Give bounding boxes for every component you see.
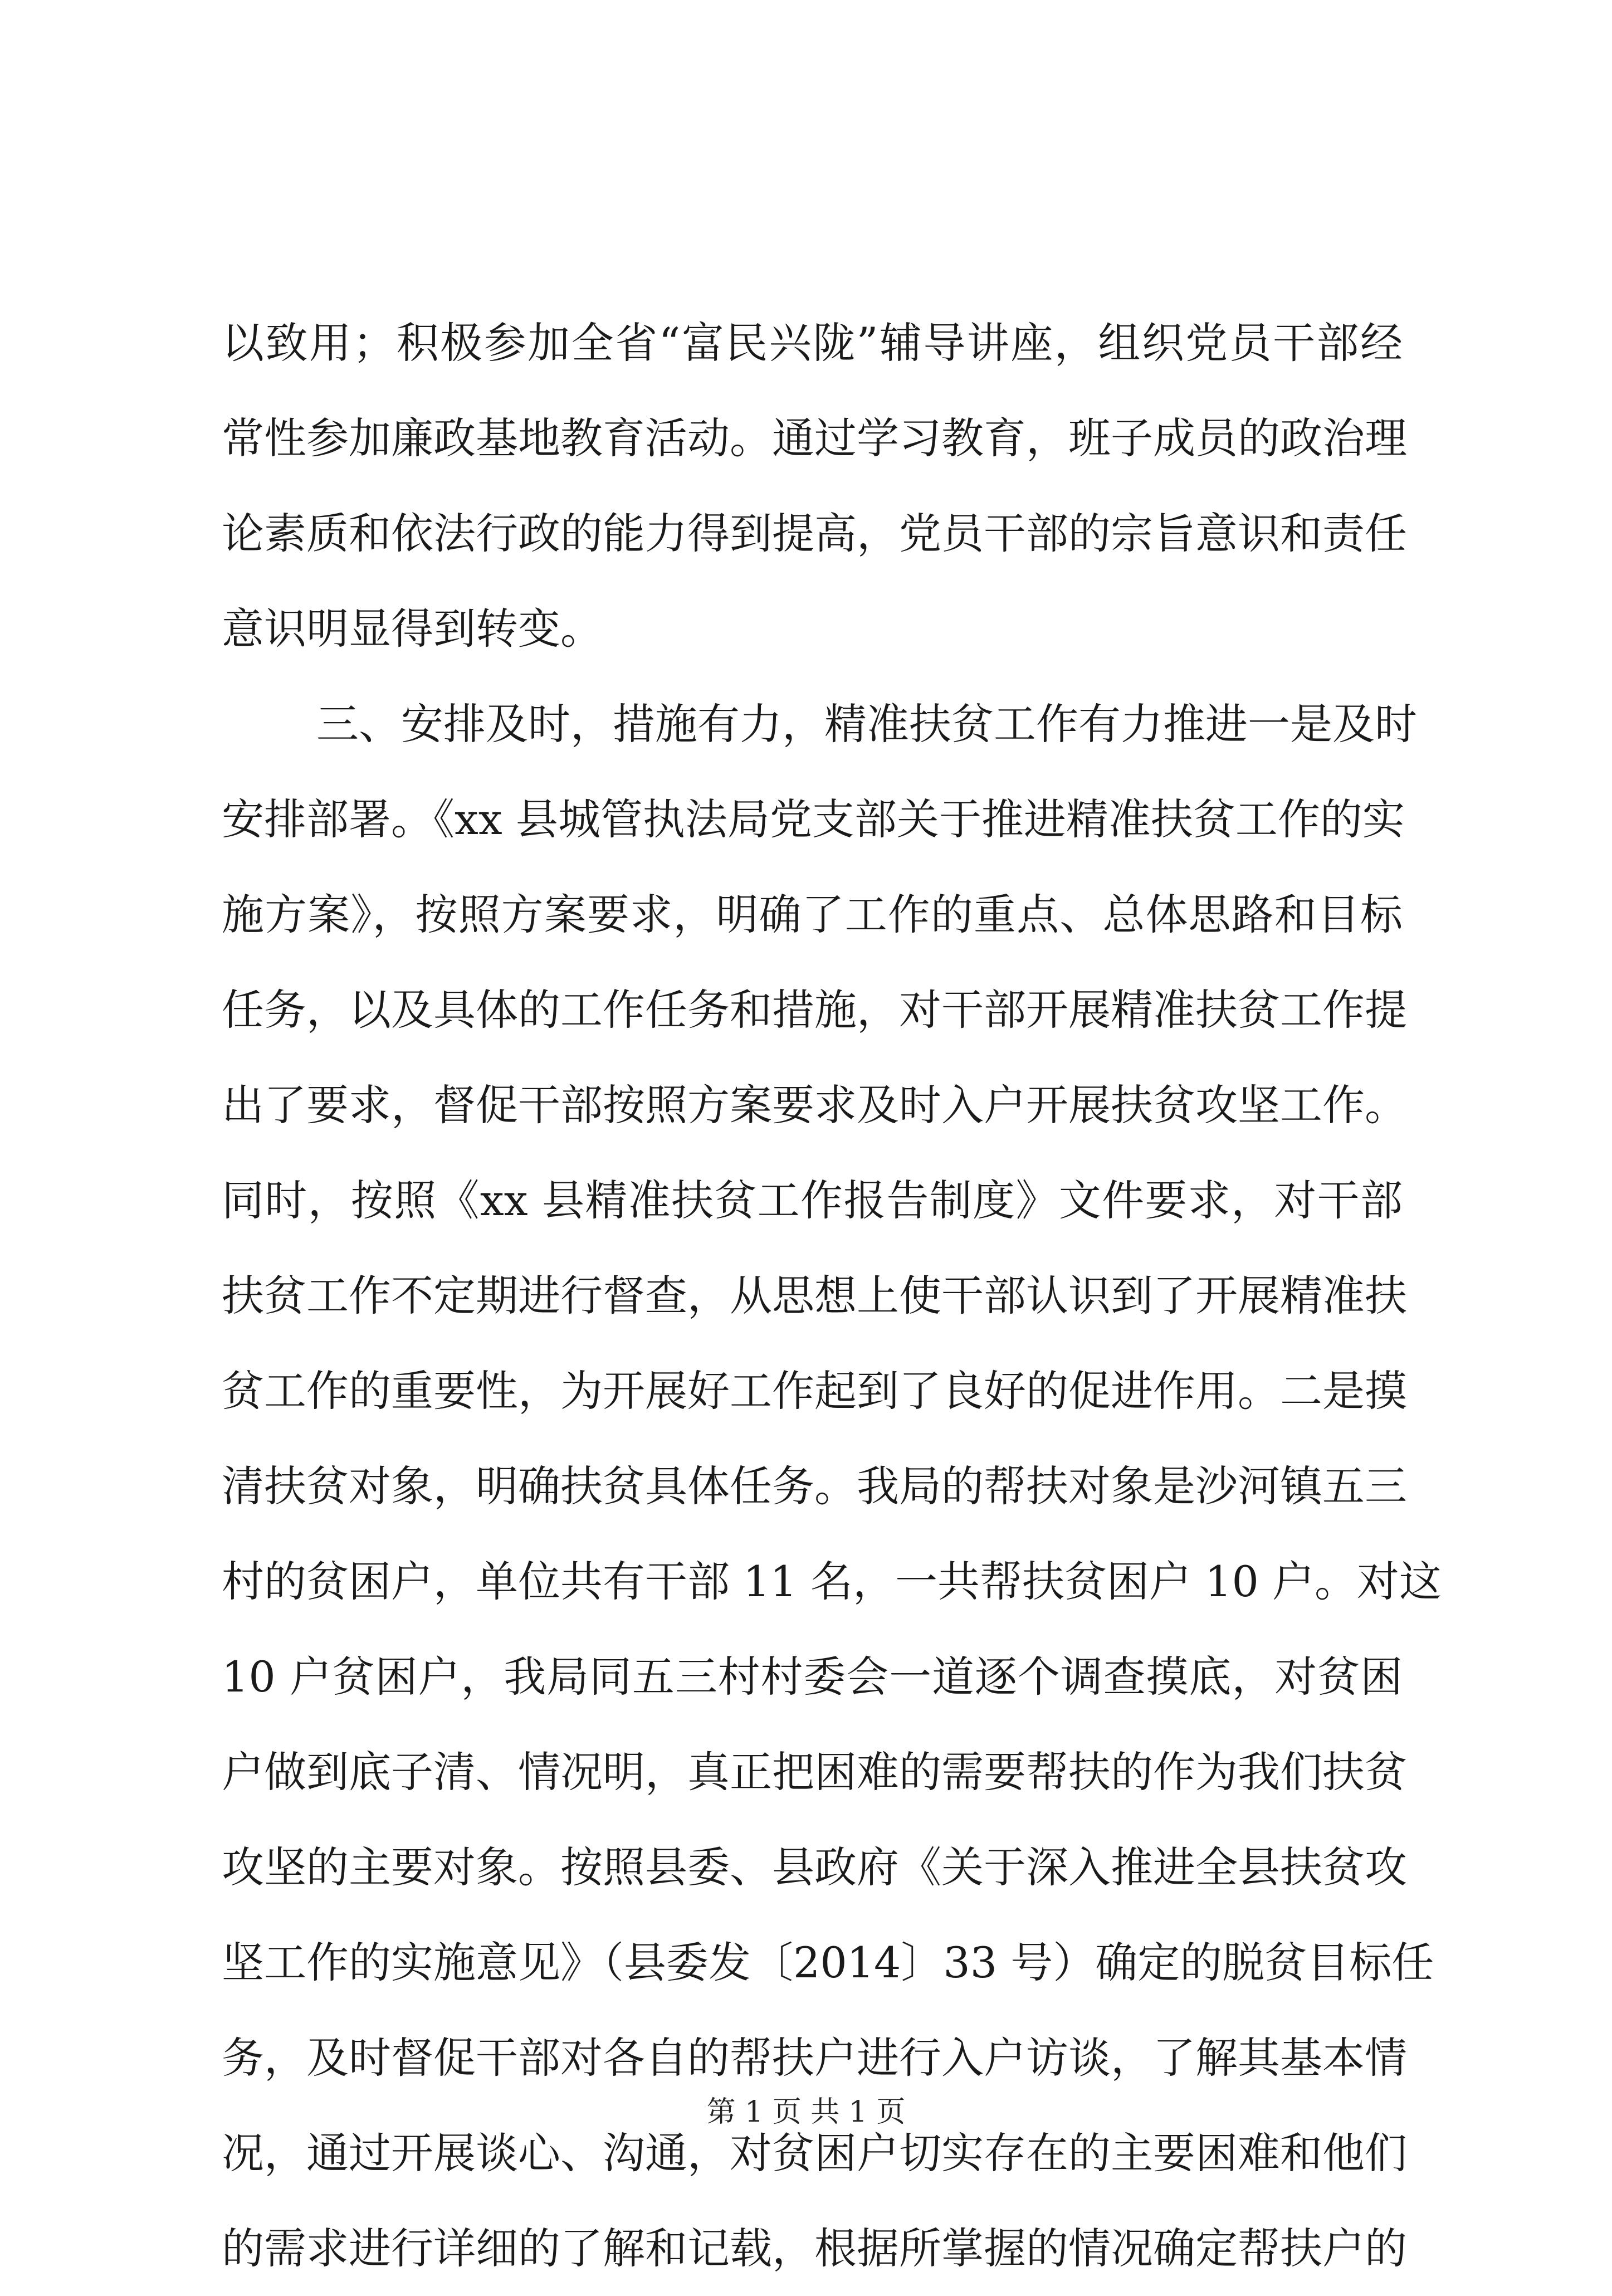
text-line: 出了要求，督促干部按照方案要求及时入户开展扶贫攻坚工作。 xyxy=(222,1080,1407,1130)
text-line: 10 户贫困户，我局同五三村村委会一道逐个调查摸底，对贫困 xyxy=(222,1652,1403,1702)
text-line: 务，及时督促干部对各自的帮扶户进行入户访谈，了解其基本情 xyxy=(222,2033,1407,2083)
text-line: 以致用；积极参加全省“富民兴陇”辅导讲座，组织党员干部经 xyxy=(222,318,1403,368)
text-line: 清扶贫对象，明确扶贫具体任务。我局的帮扶对象是沙河镇五三 xyxy=(222,1461,1407,1511)
body-text xyxy=(222,295,1442,2296)
text-line: 常性参加廉政基地教育活动。通过学习教育，班子成员的政治理 xyxy=(222,413,1407,463)
text-line: 贫工作的重要性，为开展好工作起到了良好的促进作用。二是摸 xyxy=(222,1366,1407,1416)
text-line: 况，通过开展谈心、沟通，对贫困户切实存在的主要困难和他们 xyxy=(222,2128,1407,2178)
text-line: 村的贫困户，单位共有干部 11 名，一共帮扶贫困户 10 户。对这 xyxy=(222,1557,1442,1606)
section-heading-line: 三、安排及时，措施有力，精准扶贫工作有力推进一是及时 xyxy=(316,699,1417,749)
text-line: 坚工作的实施意见》（县委发〔2014〕33 号）确定的脱贫目标任 xyxy=(222,1938,1434,1987)
text-line: 的需求进行详细的了解和记载，根据所掌握的情况确定帮扶户的 xyxy=(222,2224,1407,2273)
text-line: 扶贫工作不定期进行督查，从思想上使干部认识到了开展精准扶 xyxy=(222,1271,1407,1320)
text-line: 意识明显得到转变。 xyxy=(222,604,603,654)
text-line: 户做到底子清、情况明，真正把困难的需要帮扶的作为我们扶贫 xyxy=(222,1747,1407,1797)
text-line: 任务，以及具体的工作任务和措施，对干部开展精准扶贫工作提 xyxy=(222,985,1407,1035)
text-line: 攻坚的主要对象。按照县委、县政府《关于深入推进全县扶贫攻 xyxy=(222,1842,1407,1892)
text-line: 施方案》，按照方案要求，明确了工作的重点、总体思路和目标 xyxy=(222,890,1403,939)
text-line: 同时，按照《xx 县精准扶贫工作报告制度》文件要求，对干部 xyxy=(222,1176,1403,1225)
page-number-footer: 第 1 页 共 1 页 xyxy=(706,2095,906,2129)
text-line: 论素质和依法行政的能力得到提高，党员干部的宗旨意识和责任 xyxy=(222,509,1407,558)
text-line: 安排部署。《xx 县城管执法局党支部关于推进精准扶贫工作的实 xyxy=(222,794,1405,844)
